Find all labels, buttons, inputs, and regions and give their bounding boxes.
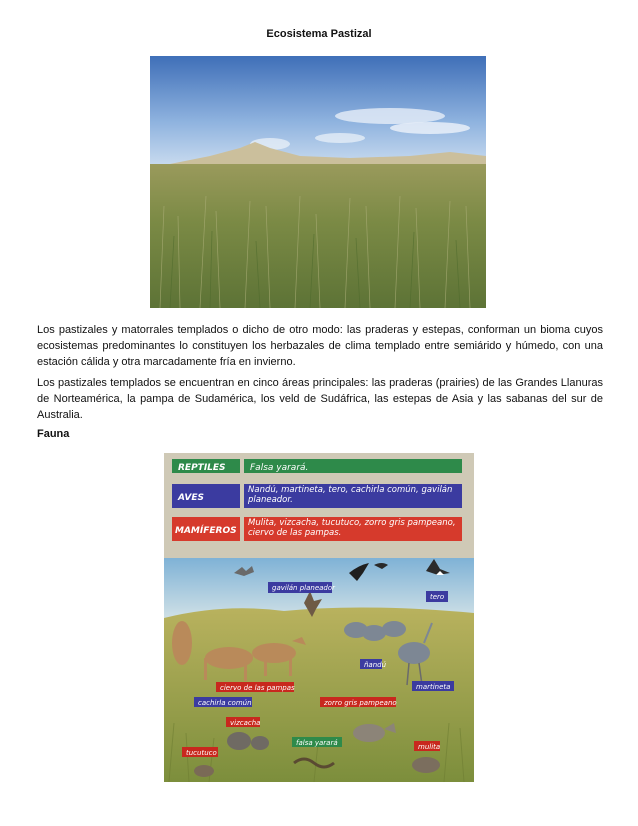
- fauna-row-aves: [172, 484, 462, 509]
- label-martineta: martineta: [416, 683, 451, 691]
- document-title: Ecosistema Pastizal: [266, 28, 372, 40]
- aves-category-label: AVES: [178, 493, 204, 503]
- reptiles-species-label: Falsa yarará.: [250, 463, 309, 473]
- label-mulita: mulita: [418, 743, 441, 751]
- fauna-heading: Fauna: [37, 428, 70, 440]
- mulita-icon: [412, 757, 440, 773]
- fauna-illustration: [164, 453, 474, 782]
- mamiferos-species-label: Mulita, vizcacha, tucutuco, zorro gris pampeano, ciervo de las pampas.: [248, 518, 456, 538]
- label-gavilan: gavilán planeador: [272, 584, 336, 592]
- label-ciervo: ciervo de las pampas: [220, 684, 295, 692]
- label-tero: tero: [430, 593, 445, 601]
- label-cachirla: cachirla común: [198, 699, 252, 707]
- fauna-row-mamiferos: [172, 517, 462, 542]
- label-tucutuco: tucutuco: [186, 749, 217, 757]
- paragraph-areas: Los pastizales templados se encuentran en cinco áreas principales: las praderas (prairies) de las Grandes Llanuras de Norteamérica, la pampa de Sudamérica, los veld de Sudáfrica, las estepas de Asia y las sabanas del sur de Australia.: [37, 377, 603, 421]
- label-vizcacha: vizcacha: [230, 719, 261, 727]
- fauna-row-reptiles: [172, 459, 462, 473]
- tucutuco-icon: [194, 765, 214, 777]
- label-zorro: zorro gris pampeano: [324, 699, 397, 707]
- paragraph-intro: Los pastizales y matorrales templados o dicho de otro modo: las praderas y estepas, conforman un bioma cuyos ecosistemas predominantes lo constituyen los herbazales de clima templado entre semiárido y húmedo, con una estación cálida y otra marcadamente fría en invierno.: [37, 324, 603, 368]
- reptiles-category-label: REPTILES: [178, 463, 226, 473]
- label-yarara: falsa yarará: [296, 739, 338, 747]
- mamiferos-category-label: MAMÍFEROS: [175, 526, 237, 536]
- label-nandu: ñandú: [364, 661, 387, 669]
- grassland-photo: [150, 56, 486, 308]
- aves-species-label: Ñandú, martineta, tero, cachirla común, gavilán planeador.: [248, 485, 453, 505]
